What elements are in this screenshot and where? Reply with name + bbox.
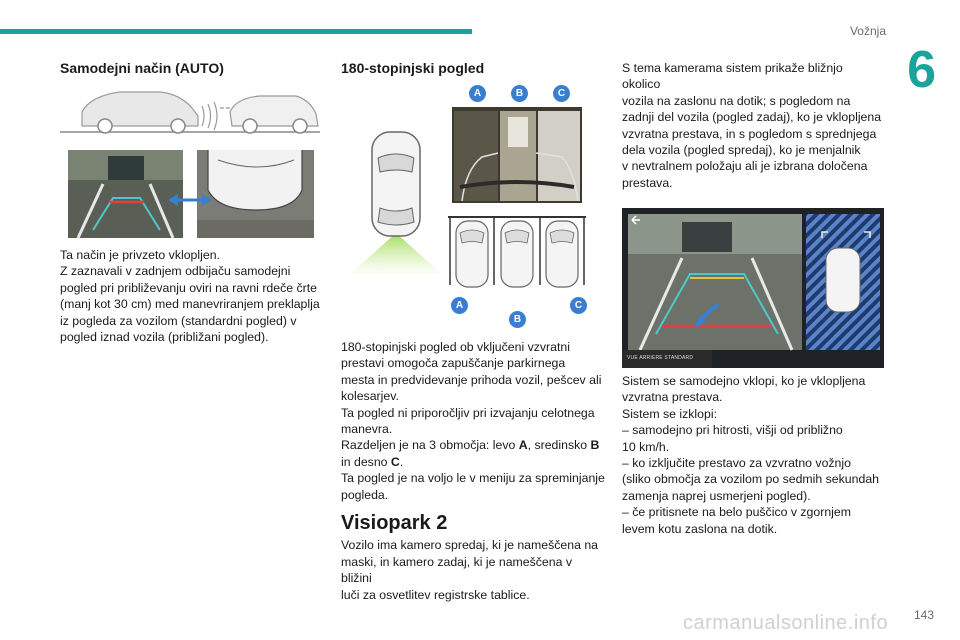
zone-c-badge: C	[570, 297, 587, 314]
zone-c-badge: C	[553, 85, 570, 102]
paragraph-line: Z zaznavali v zadnjem odbijaču samodejni	[60, 264, 291, 279]
paragraph-line: vzvratna prestava.	[622, 390, 723, 405]
paragraph-line: zadnji del vozila (pogled zadaj), ko je vklopljena	[622, 110, 882, 125]
paragraph-line: mesta in predvidevanje prihoda vozil, pešcev ali	[341, 372, 602, 387]
parking-spaces-illustration	[448, 213, 586, 293]
page-number: 143	[913, 608, 934, 622]
paragraph-line: pogleda.	[341, 487, 389, 502]
paragraph-line: iz pogleda za vozilom (standardni pogled) v	[60, 313, 297, 328]
zones-line	[341, 437, 605, 453]
paragraph-line: pogled iznad vozila (približani pogled).	[60, 330, 269, 345]
chapter-name: Vožnja	[849, 24, 886, 38]
paragraph-line: (sliko območja za vozilom po sedmih sekundah	[622, 472, 879, 487]
zone-b-label: B	[590, 438, 600, 453]
text-span: in desno	[341, 454, 391, 469]
paragraph-line: – ko izključite prestavo za vzvratno vožnjo	[622, 456, 851, 471]
rear-view-screen-label: VUE ARRIERE STANDARD	[627, 355, 694, 361]
paragraph-line: Ta pogled ni priporočljiv pri izvajanju celotnega	[341, 405, 595, 420]
auto-mode-cars-illustration	[60, 86, 320, 136]
zone-c-label: C	[390, 454, 400, 469]
chapter-color-bar	[0, 29, 472, 34]
paragraph-line: Sistem se izklopi:	[622, 406, 717, 421]
paragraph-line: pogled pri približevanju oviri na ravni rdeče črte	[60, 280, 317, 295]
heading-auto-mode: Samodejni način (AUTO)	[60, 60, 224, 76]
paragraph-line: (manj kot 30 cm) med manevriranjem preklaplja	[60, 297, 320, 312]
paragraph-line: 10 km/h.	[622, 439, 670, 454]
chapter-number: 6	[907, 41, 936, 99]
rear-view-camera-screen	[622, 208, 884, 368]
column-180-view	[341, 60, 605, 76]
paragraph-line: luči za osvetlitev registrske tablice.	[341, 587, 530, 602]
paragraph-line: S tema kamerama sistem prikaže bližnjo okolico	[622, 61, 843, 92]
paragraph-line: prestava.	[622, 175, 673, 190]
paragraph-line: – samodejno pri hitrosti, višji od približno	[622, 423, 843, 438]
zone-b-badge: B	[511, 85, 528, 102]
zone-a-badge: A	[469, 85, 486, 102]
paragraph-line: maski, in kamero zadaj, ki je nameščena v bližini	[341, 554, 573, 586]
text-span: .	[399, 454, 404, 469]
zone-a-label: A	[518, 438, 528, 453]
paragraph-line: Sistem se samodejno vklopi, ko je vklopljena	[622, 374, 866, 388]
text-span: , sredinsko	[527, 438, 591, 453]
auto-mode-camera-views	[68, 150, 314, 238]
zones-line	[341, 454, 605, 470]
paragraph-line: manevra.	[341, 422, 393, 437]
auto-mode-text	[60, 247, 322, 345]
watermark: carmanualsonline.info	[683, 612, 889, 634]
paragraph-line: v nevtralnem položaju ali je izbrana določena	[622, 159, 868, 174]
camera-180-view-screen	[452, 107, 582, 203]
heading-visiopark-2: Visiopark 2	[341, 512, 448, 535]
column-visiopark	[622, 60, 884, 222]
paragraph-line: kolesarjev.	[341, 389, 399, 404]
paragraph-line: Ta način je privzeto vklopljen.	[60, 248, 220, 262]
paragraph-line: vozila na zaslonu na dotik; s pogledom na	[622, 93, 851, 108]
paragraph-line: Ta pogled je na voljo le v meniju za spreminjanje	[341, 471, 605, 486]
paragraph-line: levem kotu zaslona na dotik.	[622, 521, 778, 536]
paragraph-line: – če pritisnete na belo puščico v zgornjem	[622, 505, 851, 520]
paragraph-line: zamenja naprej usmerjeni pogled).	[622, 488, 811, 503]
heading-180-view: 180-stopinjski pogled	[341, 60, 485, 76]
column-auto-mode	[60, 60, 322, 76]
paragraph-line: vzvratna prestava, in s pogledom s sprednjega	[622, 126, 877, 141]
paragraph-line: Vozilo ima kamero spredaj, ki je nameščena na	[341, 538, 598, 553]
view-180-text	[341, 339, 605, 603]
paragraph-line: prestavi omogoča zapuščanje parkirnega	[341, 356, 566, 371]
car-top-view-illustration	[350, 128, 442, 274]
zone-a-badge: A	[451, 297, 468, 314]
rear-view-text	[622, 373, 884, 537]
paragraph-line: 180-stopinjski pogled ob vključeni vzvratni	[341, 340, 570, 354]
paragraph-line: dela vozila (pogled spredaj), ko je menjalnik	[622, 143, 861, 158]
text-span: Razdeljen je na 3 območja: levo	[341, 438, 519, 453]
zone-b-badge: B	[509, 311, 526, 328]
